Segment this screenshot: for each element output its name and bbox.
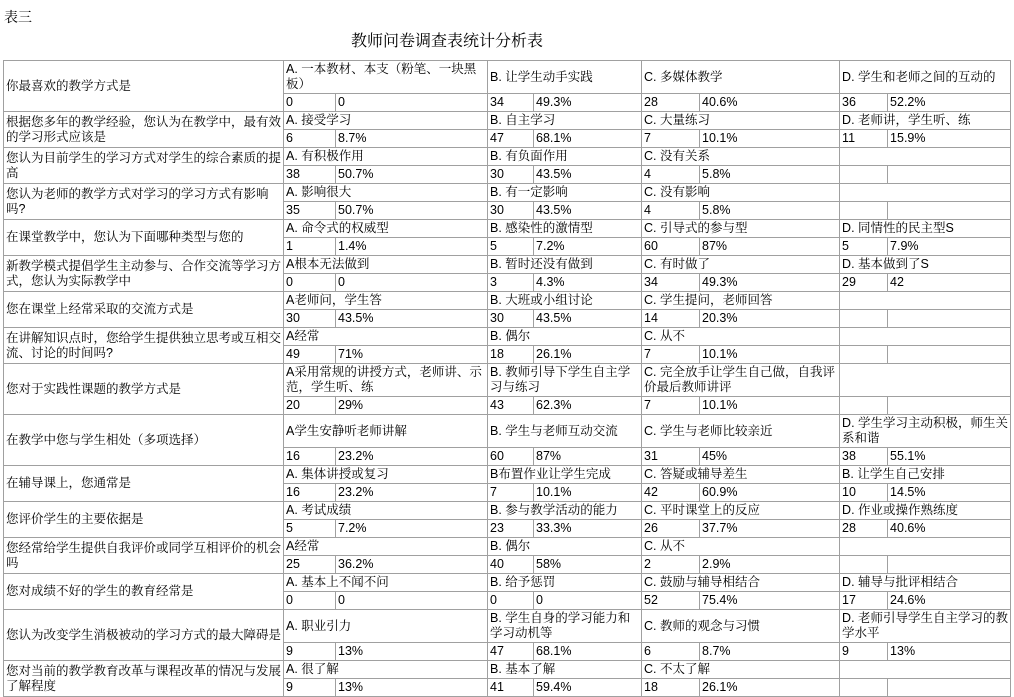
question-option-row <box>4 661 1011 679</box>
option-label-cell: A经常 <box>284 538 488 556</box>
percent-cell: 23.2% <box>336 484 488 502</box>
percent-cell: 5.8% <box>700 202 840 220</box>
count-cell: 9 <box>284 643 336 661</box>
option-label-cell: C. 没有关系 <box>642 148 840 166</box>
percent-cell: 0 <box>534 592 642 610</box>
option-label-cell: A经常 <box>284 328 488 346</box>
count-cell: 30 <box>488 166 534 184</box>
question-option-row <box>4 364 1011 397</box>
percent-cell: 40.6% <box>700 94 840 112</box>
option-label-cell: B. 学生与老师互动交流 <box>488 415 642 448</box>
question-cell: 根据您多年的教学经验，您认为在教学中，最有效的学习形式应该是 <box>4 112 284 148</box>
question-cell: 在辅导课上，您通常是 <box>4 466 284 502</box>
percent-cell: 10.1% <box>534 484 642 502</box>
option-label-cell <box>840 328 1011 346</box>
count-cell: 4 <box>642 166 700 184</box>
percent-cell: 52.2% <box>888 94 1011 112</box>
percent-cell: 26.1% <box>700 679 840 697</box>
question-cell: 您认为目前学生的学习方式对学生的综合素质的提高 <box>4 148 284 184</box>
option-label-cell: A. 命令式的权威型 <box>284 220 488 238</box>
option-label-cell: A. 一本教材、本支（粉笔、一块黑板） <box>284 61 488 94</box>
percent-cell: 8.7% <box>336 130 488 148</box>
count-cell: 20 <box>284 397 336 415</box>
count-cell <box>840 346 888 364</box>
option-label-cell: B. 让学生自己安排 <box>840 466 1011 484</box>
percent-cell: 87% <box>700 238 840 256</box>
count-cell: 28 <box>642 94 700 112</box>
percent-cell: 1.4% <box>336 238 488 256</box>
count-cell: 3 <box>488 274 534 292</box>
question-cell: 新教学模式提倡学生主动参与、合作交流等学习方式，您认为实际教学中 <box>4 256 284 292</box>
count-cell: 7 <box>488 484 534 502</box>
count-cell: 47 <box>488 643 534 661</box>
question-option-row <box>4 220 1011 238</box>
percent-cell: 71% <box>336 346 488 364</box>
percent-cell: 7.2% <box>336 520 488 538</box>
count-cell: 5 <box>284 520 336 538</box>
question-option-row <box>4 61 1011 94</box>
question-cell: 您对当前的教学教育改革与课程改革的情况与发展了解程度 <box>4 661 284 697</box>
option-label-cell: A根本无法做到 <box>284 256 488 274</box>
percent-cell: 0 <box>336 94 488 112</box>
count-cell: 11 <box>840 130 888 148</box>
option-label-cell: D. 老师引导学生自主学习的教学水平 <box>840 610 1011 643</box>
question-cell: 您在课堂上经常采取的交流方式是 <box>4 292 284 328</box>
percent-cell: 68.1% <box>534 130 642 148</box>
percent-cell: 5.8% <box>700 166 840 184</box>
count-cell: 38 <box>840 448 888 466</box>
option-label-cell: B. 大班或小组讨论 <box>488 292 642 310</box>
count-cell: 0 <box>284 274 336 292</box>
option-label-cell: A. 很了解 <box>284 661 488 679</box>
percent-cell <box>888 310 1011 328</box>
percent-cell: 7.2% <box>534 238 642 256</box>
option-label-cell <box>840 661 1011 679</box>
count-cell: 0 <box>284 592 336 610</box>
option-label-cell: D. 学生学习主动积极，师生关系和谐 <box>840 415 1011 448</box>
percent-cell: 13% <box>888 643 1011 661</box>
option-label-cell: C. 答疑或辅导差生 <box>642 466 840 484</box>
option-label-cell: C. 多媒体教学 <box>642 61 840 94</box>
percent-cell: 55.1% <box>888 448 1011 466</box>
table-number-label: 表三 <box>4 9 32 25</box>
percent-cell: 37.7% <box>700 520 840 538</box>
option-label-cell <box>840 148 1011 166</box>
option-label-cell: D. 基本做到了S <box>840 256 1011 274</box>
question-option-row <box>4 148 1011 166</box>
percent-cell: 75.4% <box>700 592 840 610</box>
count-cell: 31 <box>642 448 700 466</box>
option-label-cell: A. 影响很大 <box>284 184 488 202</box>
option-label-cell: B. 给予惩罚 <box>488 574 642 592</box>
count-cell: 29 <box>840 274 888 292</box>
count-cell <box>840 556 888 574</box>
option-label-cell <box>840 364 1011 397</box>
percent-cell: 40.6% <box>888 520 1011 538</box>
question-option-row <box>4 112 1011 130</box>
count-cell: 1 <box>284 238 336 256</box>
count-cell: 0 <box>488 592 534 610</box>
option-label-cell: B. 让学生动手实践 <box>488 61 642 94</box>
count-cell: 9 <box>840 643 888 661</box>
option-label-cell: C. 完全放手让学生自己做，自我评价最后教师讲评 <box>642 364 840 397</box>
option-label-cell: C. 大量练习 <box>642 112 840 130</box>
percent-cell: 60.9% <box>700 484 840 502</box>
option-label-cell: D. 同情性的民主型S <box>840 220 1011 238</box>
count-cell: 49 <box>284 346 336 364</box>
percent-cell <box>888 346 1011 364</box>
option-label-cell <box>840 184 1011 202</box>
percent-cell: 50.7% <box>336 202 488 220</box>
option-label-cell: A老师问，学生答 <box>284 292 488 310</box>
option-label-cell: A. 基本上不闻不问 <box>284 574 488 592</box>
question-option-row <box>4 328 1011 346</box>
percent-cell: 8.7% <box>700 643 840 661</box>
percent-cell: 10.1% <box>700 130 840 148</box>
option-label-cell: B. 偶尔 <box>488 538 642 556</box>
percent-cell: 26.1% <box>534 346 642 364</box>
option-label-cell: B. 参与教学活动的能力 <box>488 502 642 520</box>
percent-cell: 10.1% <box>700 397 840 415</box>
percent-cell: 50.7% <box>336 166 488 184</box>
option-label-cell: B. 自主学习 <box>488 112 642 130</box>
percent-cell: 42 <box>888 274 1011 292</box>
percent-cell: 62.3% <box>534 397 642 415</box>
count-cell: 38 <box>284 166 336 184</box>
count-cell: 23 <box>488 520 534 538</box>
count-cell: 16 <box>284 484 336 502</box>
option-label-cell: C. 没有影响 <box>642 184 840 202</box>
question-cell: 您对于实践性课题的教学方式是 <box>4 364 284 415</box>
count-cell: 16 <box>284 448 336 466</box>
count-cell: 6 <box>284 130 336 148</box>
count-cell: 40 <box>488 556 534 574</box>
percent-cell: 43.5% <box>534 202 642 220</box>
count-cell: 60 <box>488 448 534 466</box>
percent-cell: 0 <box>336 274 488 292</box>
percent-cell: 43.5% <box>534 310 642 328</box>
option-label-cell: C. 平时课堂上的反应 <box>642 502 840 520</box>
count-cell: 52 <box>642 592 700 610</box>
percent-cell: 10.1% <box>700 346 840 364</box>
percent-cell: 13% <box>336 679 488 697</box>
percent-cell <box>888 397 1011 415</box>
percent-cell: 14.5% <box>888 484 1011 502</box>
option-label-cell: D. 辅导与批评相结合 <box>840 574 1011 592</box>
option-label-cell: C. 教师的观念与习惯 <box>642 610 840 643</box>
option-label-cell: B布置作业让学生完成 <box>488 466 642 484</box>
count-cell <box>840 397 888 415</box>
percent-cell: 20.3% <box>700 310 840 328</box>
percent-cell: 0 <box>336 592 488 610</box>
option-label-cell <box>840 292 1011 310</box>
count-cell: 47 <box>488 130 534 148</box>
option-label-cell: C. 学生与老师比较亲近 <box>642 415 840 448</box>
question-option-row <box>4 610 1011 643</box>
percent-cell: 59.4% <box>534 679 642 697</box>
count-cell: 7 <box>642 346 700 364</box>
count-cell <box>840 202 888 220</box>
option-label-cell: C. 有时做了 <box>642 256 840 274</box>
count-cell: 7 <box>642 130 700 148</box>
count-cell: 10 <box>840 484 888 502</box>
question-option-row <box>4 292 1011 310</box>
count-cell <box>840 679 888 697</box>
percent-cell: 49.3% <box>700 274 840 292</box>
option-label-cell: D. 学生和老师之间的互动的 <box>840 61 1011 94</box>
percent-cell <box>888 556 1011 574</box>
count-cell: 35 <box>284 202 336 220</box>
count-cell: 43 <box>488 397 534 415</box>
percent-cell: 87% <box>534 448 642 466</box>
count-cell: 5 <box>488 238 534 256</box>
percent-cell: 49.3% <box>534 94 642 112</box>
question-cell: 您经常给学生提供自我评价或同学互相评价的机会吗 <box>4 538 284 574</box>
option-label-cell: A. 接受学习 <box>284 112 488 130</box>
percent-cell: 13% <box>336 643 488 661</box>
page-title: 教师问卷调查表统计分析表 <box>350 33 543 50</box>
percent-cell: 36.2% <box>336 556 488 574</box>
count-cell: 6 <box>642 643 700 661</box>
option-label-cell: C. 学生提问，老师回答 <box>642 292 840 310</box>
count-cell: 60 <box>642 238 700 256</box>
question-option-row <box>4 184 1011 202</box>
percent-cell: 68.1% <box>534 643 642 661</box>
count-cell: 14 <box>642 310 700 328</box>
question-cell: 您评价学生的主要依据是 <box>4 502 284 538</box>
count-cell: 26 <box>642 520 700 538</box>
option-label-cell: A. 职业引力 <box>284 610 488 643</box>
percent-cell: 7.9% <box>888 238 1011 256</box>
option-label-cell: B. 学生自身的学习能力和学习动机等 <box>488 610 642 643</box>
count-cell: 42 <box>642 484 700 502</box>
count-cell: 41 <box>488 679 534 697</box>
question-option-row <box>4 574 1011 592</box>
percent-cell: 43.5% <box>336 310 488 328</box>
percent-cell: 45% <box>700 448 840 466</box>
question-cell: 您认为改变学生消极被动的学习方式的最大障碍是 <box>4 610 284 661</box>
option-label-cell: D. 老师讲，学生听、练 <box>840 112 1011 130</box>
count-cell: 0 <box>284 94 336 112</box>
question-cell: 在讲解知识点时，您给学生提供独立思考或互相交流、讨论的时间吗? <box>4 328 284 364</box>
option-label-cell: A. 有积极作用 <box>284 148 488 166</box>
question-option-row <box>4 466 1011 484</box>
percent-cell: 2.9% <box>700 556 840 574</box>
option-label-cell: A采用常规的讲授方式，老师讲、示范，学生听、练 <box>284 364 488 397</box>
percent-cell: 4.3% <box>534 274 642 292</box>
percent-cell <box>888 679 1011 697</box>
question-cell: 您对成绩不好的学生的教育经常是 <box>4 574 284 610</box>
option-label-cell: B. 基本了解 <box>488 661 642 679</box>
count-cell <box>840 166 888 184</box>
percent-cell <box>888 202 1011 220</box>
count-cell: 36 <box>840 94 888 112</box>
percent-cell: 23.2% <box>336 448 488 466</box>
count-cell: 18 <box>642 679 700 697</box>
option-label-cell: B. 暂时还没有做到 <box>488 256 642 274</box>
count-cell: 18 <box>488 346 534 364</box>
question-cell: 你最喜欢的教学方式是 <box>4 61 284 112</box>
percent-cell: 24.6% <box>888 592 1011 610</box>
option-label-cell: C. 从不 <box>642 538 840 556</box>
count-cell <box>840 310 888 328</box>
count-cell: 9 <box>284 679 336 697</box>
count-cell: 17 <box>840 592 888 610</box>
count-cell: 30 <box>488 202 534 220</box>
question-option-row <box>4 538 1011 556</box>
count-cell: 34 <box>642 274 700 292</box>
percent-cell <box>888 166 1011 184</box>
count-cell: 2 <box>642 556 700 574</box>
option-label-cell: C. 从不 <box>642 328 840 346</box>
option-label-cell: A. 集体讲授或复习 <box>284 466 488 484</box>
option-label-cell: A学生安静听老师讲解 <box>284 415 488 448</box>
survey-table-body <box>4 61 1011 697</box>
count-cell: 30 <box>488 310 534 328</box>
survey-statistics-table <box>3 60 1011 697</box>
question-cell: 在课堂教学中，您认为下面哪种类型与您的 <box>4 220 284 256</box>
question-option-row <box>4 256 1011 274</box>
count-cell: 5 <box>840 238 888 256</box>
option-label-cell: B. 教师引导下学生自主学习与练习 <box>488 364 642 397</box>
question-option-row <box>4 415 1011 448</box>
count-cell: 25 <box>284 556 336 574</box>
percent-cell: 29% <box>336 397 488 415</box>
option-label-cell: C. 鼓励与辅导相结合 <box>642 574 840 592</box>
option-label-cell: B. 有一定影响 <box>488 184 642 202</box>
question-cell: 您认为老师的教学方式对学习的学习方式有影响吗? <box>4 184 284 220</box>
question-cell: 在教学中您与学生相处（多项选择） <box>4 415 284 466</box>
percent-cell: 58% <box>534 556 642 574</box>
option-label-cell <box>840 538 1011 556</box>
option-label-cell: C. 不太了解 <box>642 661 840 679</box>
percent-cell: 33.3% <box>534 520 642 538</box>
count-cell: 28 <box>840 520 888 538</box>
option-label-cell: B. 偶尔 <box>488 328 642 346</box>
option-label-cell: D. 作业或操作熟练度 <box>840 502 1011 520</box>
count-cell: 4 <box>642 202 700 220</box>
count-cell: 7 <box>642 397 700 415</box>
count-cell: 34 <box>488 94 534 112</box>
option-label-cell: A. 考试成绩 <box>284 502 488 520</box>
option-label-cell: B. 有负面作用 <box>488 148 642 166</box>
option-label-cell: B. 感染性的激情型 <box>488 220 642 238</box>
option-label-cell: C. 引导式的参与型 <box>642 220 840 238</box>
percent-cell: 43.5% <box>534 166 642 184</box>
count-cell: 30 <box>284 310 336 328</box>
percent-cell: 15.9% <box>888 130 1011 148</box>
question-option-row <box>4 502 1011 520</box>
